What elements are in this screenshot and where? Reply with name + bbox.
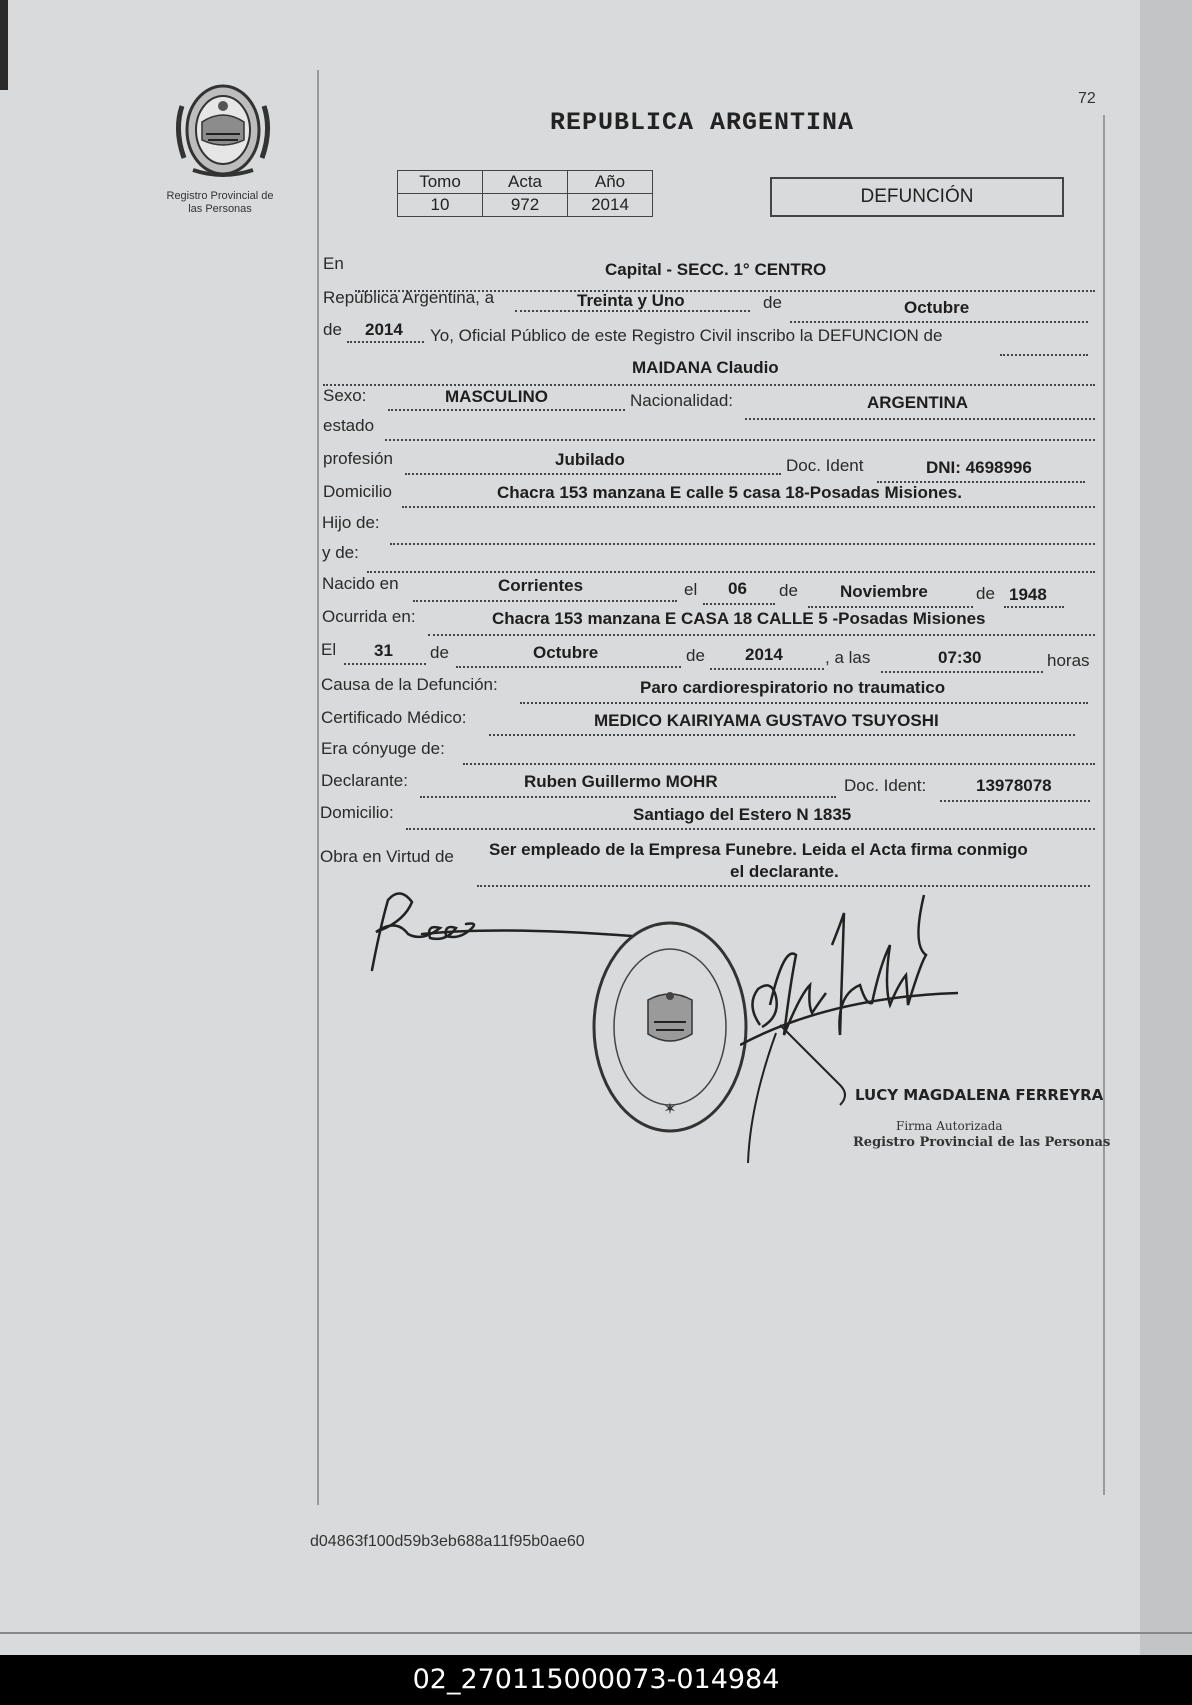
birth-day: 06	[728, 579, 747, 598]
causa-value: Paro cardiorespiratorio no traumatico	[640, 678, 946, 697]
signatory-role: Firma Autorizada	[896, 1119, 1003, 1133]
register-value-acta: 972	[483, 194, 568, 217]
svg-text:✶: ✶	[663, 1099, 677, 1118]
register-table	[397, 170, 653, 217]
doc-ident-label: Doc. Ident	[786, 456, 864, 475]
doc-ident2-value: 13978078	[976, 776, 1052, 795]
el-label: el	[684, 580, 698, 599]
scan-edge	[0, 0, 8, 90]
declarante-label: Declarante:	[321, 771, 408, 790]
register-table-header-row	[398, 171, 653, 194]
dotted-line	[390, 543, 1095, 545]
dotted-line	[347, 341, 424, 343]
declarante-value: Ruben Guillermo MOHR	[524, 772, 718, 791]
official-stamp	[590, 918, 750, 1136]
nacionalidad-value: ARGENTINA	[867, 393, 969, 412]
obra-label: Obra en Virtud de	[320, 847, 454, 866]
de-label: de	[976, 584, 995, 603]
document-title: REPUBLICA ARGENTINA	[550, 108, 855, 137]
republica-label: República Argentina, a	[323, 288, 495, 307]
nacionalidad-label: Nacionalidad:	[630, 391, 734, 410]
sexo-value: MASCULINO	[445, 387, 548, 406]
birth-year: 1948	[1009, 585, 1047, 604]
domicilio-label: Domicilio	[323, 482, 392, 501]
register-value-anio: 2014	[568, 194, 653, 217]
intro-text: Yo, Oficial Público de este Registro Civil inscribo la DEFUNCION de	[430, 326, 943, 345]
domicilio2-label: Domicilio:	[320, 803, 394, 822]
en-value: Capital - SECC. 1° CENTRO	[605, 260, 827, 279]
register-header-anio: Año	[568, 171, 653, 194]
birth-month: Noviembre	[840, 582, 928, 601]
domicilio2-value: Santiago del Estero N 1835	[633, 805, 852, 824]
de-label: de	[686, 646, 705, 665]
dotted-line	[489, 734, 1075, 736]
register-header-acta: Acta	[483, 171, 568, 194]
registry-caption-line1: Registro Provincial de	[166, 190, 274, 202]
conyuge-label: Era cónyuge de:	[321, 739, 445, 758]
scan-footer-id: 02_270115000073-014984	[0, 1655, 1192, 1705]
nacido-label: Nacido en	[322, 574, 399, 593]
dotted-line	[1004, 606, 1064, 608]
dotted-line	[420, 796, 836, 798]
de-label: de	[779, 581, 798, 600]
nacido-value: Corrientes	[498, 576, 584, 595]
dotted-line	[413, 600, 677, 602]
profesion-label: profesión	[323, 449, 393, 468]
de-label: de	[430, 643, 449, 662]
doc-ident-value: DNI: 4698996	[926, 458, 1032, 477]
register-value-tomo: 10	[398, 194, 483, 217]
dotted-line	[388, 409, 625, 411]
causa-label: Causa de la Defunción:	[321, 675, 498, 694]
form-right-rule	[1103, 115, 1105, 1495]
profesion-value: Jubilado	[555, 450, 625, 469]
dotted-line	[1000, 354, 1088, 356]
y-de-label: y de:	[322, 543, 359, 562]
dotted-line	[745, 418, 1095, 420]
month-value: Octubre	[904, 298, 970, 317]
certificado-label: Certificado Médico:	[321, 708, 467, 727]
dotted-line	[367, 571, 1095, 573]
obra-value-line2: el declarante.	[730, 862, 839, 881]
dotted-line	[456, 666, 681, 668]
document-hash: d04863f100d59b3eb688a11f95b0ae60	[310, 1533, 585, 1550]
ocurrida-value: Chacra 153 manzana E CASA 18 CALLE 5 -Posadas Misiones	[492, 609, 986, 628]
certificado-value: MEDICO KAIRIYAMA GUSTAVO TSUYOSHI	[594, 711, 939, 730]
sexo-label: Sexo:	[323, 386, 367, 405]
domicilio-value: Chacra 153 manzana E calle 5 casa 18-Posadas Misiones.	[497, 483, 962, 502]
year-value: 2014	[365, 320, 403, 339]
dotted-line	[940, 800, 1090, 802]
el-cap-label: El	[321, 640, 337, 659]
page-bottom-edge	[0, 1632, 1192, 1634]
obra-value-line1: Ser empleado de la Empresa Funebre. Leida el Acta firma conmigo	[489, 840, 1028, 859]
dotted-line	[323, 384, 1095, 386]
dotted-line	[402, 506, 1095, 508]
horas-label: horas	[1047, 651, 1090, 670]
a-las-label: , a las	[825, 648, 871, 667]
registry-caption-line2: las Personas	[188, 203, 252, 215]
dotted-line	[520, 702, 1088, 704]
en-label: En	[323, 254, 344, 273]
dotted-line	[344, 663, 426, 665]
death-month: Octubre	[533, 643, 599, 662]
death-day: 31	[374, 641, 393, 660]
dotted-line	[385, 439, 1095, 441]
dotted-line	[703, 603, 775, 605]
register-table-value-row	[398, 194, 653, 217]
death-year: 2014	[745, 645, 783, 664]
register-header-tomo: Tomo	[398, 171, 483, 194]
dotted-line	[790, 321, 1088, 323]
death-time: 07:30	[938, 648, 982, 667]
deceased-name: MAIDANA Claudio	[632, 358, 779, 377]
dotted-line	[881, 671, 1043, 673]
de-label: de	[763, 293, 782, 312]
signatory-org: Registro Provincial de las Personas	[853, 1135, 1111, 1150]
estado-label: estado	[323, 416, 375, 435]
dotted-line	[463, 763, 1095, 765]
doc-ident2-label: Doc. Ident:	[844, 776, 927, 795]
signatory-name: LUCY MAGDALENA FERREYRA	[855, 1086, 1104, 1104]
dotted-line	[808, 606, 973, 608]
day-in-words: Treinta y Uno	[577, 291, 685, 310]
provincial-shield-logo	[168, 76, 278, 184]
form-left-rule	[317, 70, 319, 1505]
de-label: de	[323, 320, 342, 339]
page-edge	[1140, 0, 1192, 1655]
ocurrida-label: Ocurrida en:	[322, 607, 416, 626]
hijo-label: Hijo de:	[322, 513, 380, 532]
record-type-box: DEFUNCIÓN	[770, 177, 1064, 217]
page-number: 72	[1078, 90, 1096, 107]
dotted-line	[710, 668, 824, 670]
registry-caption	[140, 190, 300, 216]
dotted-line	[428, 634, 1095, 636]
dotted-line	[405, 473, 781, 475]
dotted-line	[406, 828, 1095, 830]
